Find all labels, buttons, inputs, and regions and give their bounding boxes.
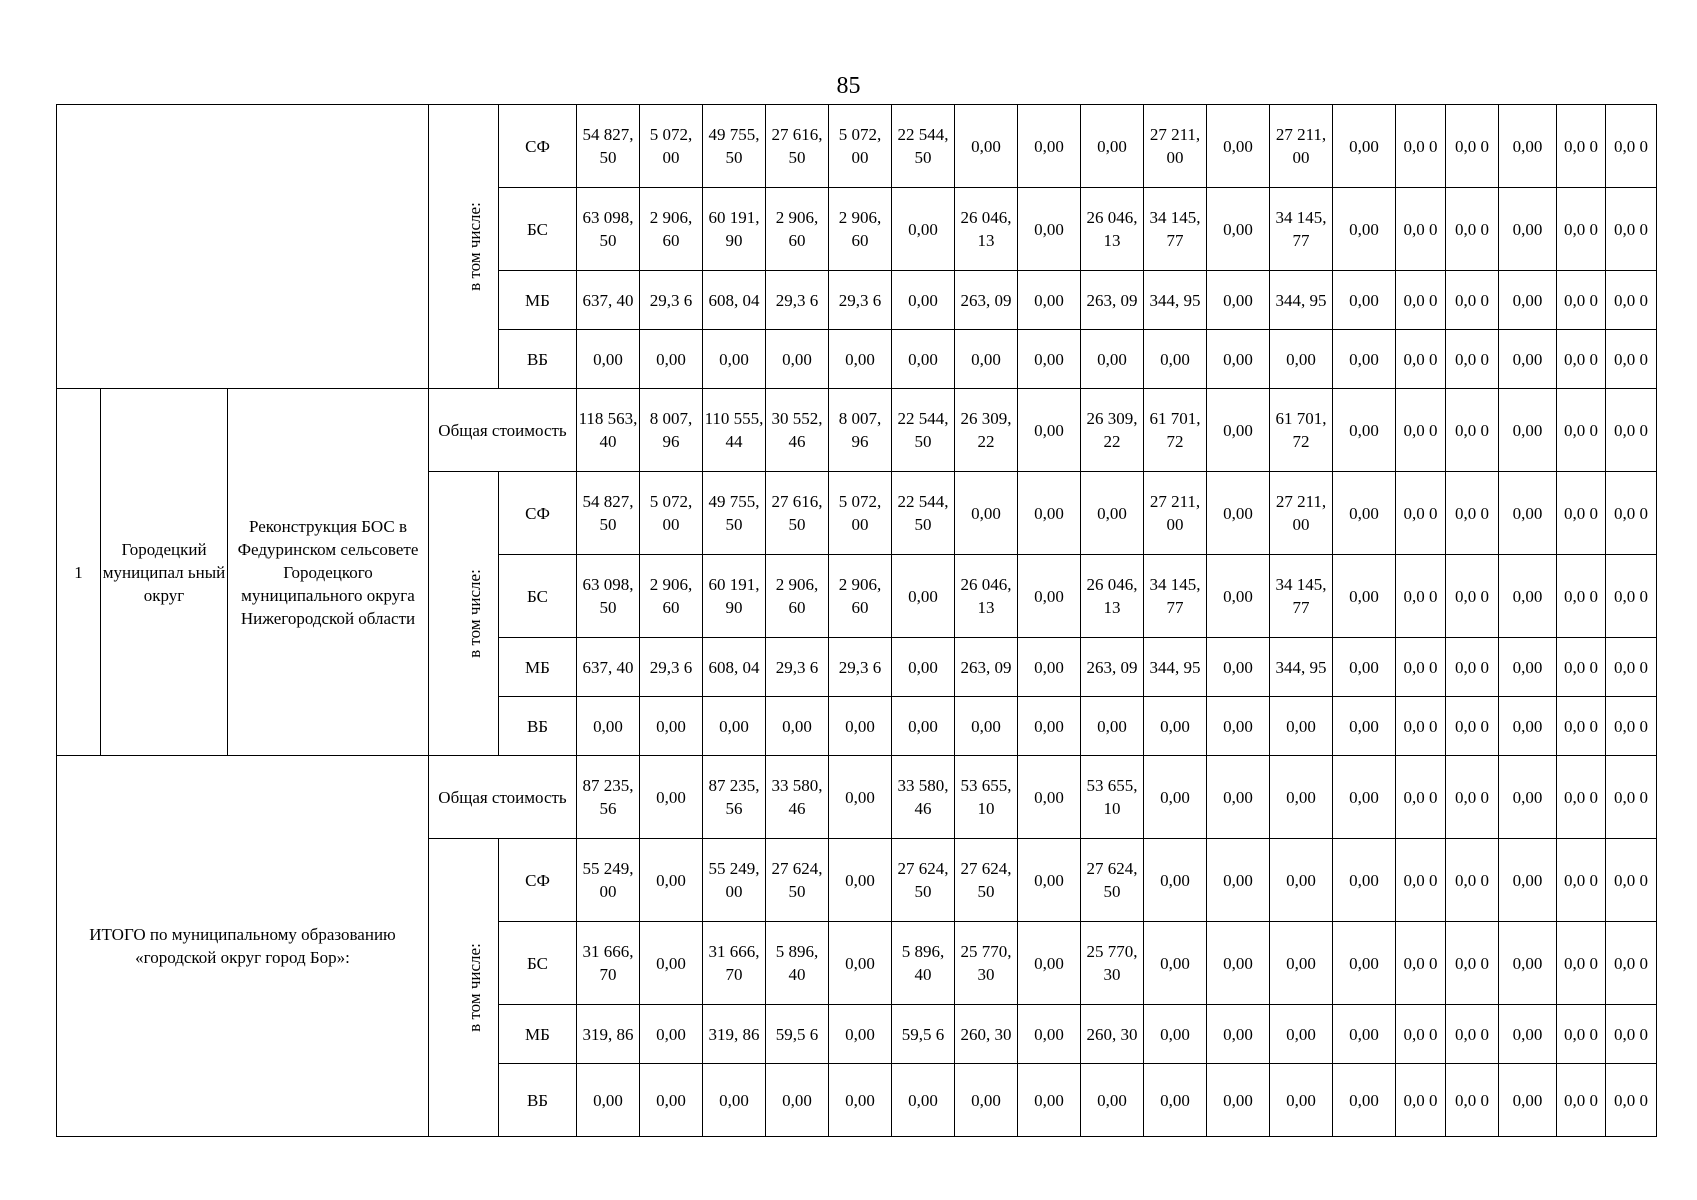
value-cell: 54 827, 50: [577, 105, 640, 188]
value-cell: 27 616, 50: [766, 105, 829, 188]
value-cell: 49 755, 50: [703, 105, 766, 188]
value-cell: 29,3 6: [829, 271, 892, 330]
value-cell: 0,0 0: [1446, 922, 1499, 1005]
value-cell: 31 666, 70: [577, 922, 640, 1005]
fund-label: СФ: [499, 472, 577, 555]
value-cell: 27 211, 00: [1144, 105, 1207, 188]
value-cell: 0,00: [1499, 1005, 1557, 1064]
value-cell: 0,00: [829, 839, 892, 922]
value-cell: 0,0 0: [1396, 555, 1446, 638]
value-cell: 0,0 0: [1557, 188, 1606, 271]
incl-label: в том числе:: [464, 943, 484, 1032]
value-cell: 0,0 0: [1557, 922, 1606, 1005]
value-cell: 27 624, 50: [892, 839, 955, 922]
value-cell: 8 007, 96: [829, 389, 892, 472]
value-cell: 0,00: [955, 472, 1018, 555]
value-cell: 0,00: [640, 330, 703, 389]
value-cell: 0,00: [1018, 555, 1081, 638]
value-cell: 0,0 0: [1557, 555, 1606, 638]
value-cell: 0,00: [1333, 188, 1396, 271]
value-cell: 0,00: [766, 697, 829, 756]
value-cell: 29,3 6: [766, 271, 829, 330]
value-cell: 0,00: [1018, 1064, 1081, 1137]
value-cell: 0,00: [1499, 389, 1557, 472]
value-cell: 0,00: [1018, 330, 1081, 389]
value-cell: 0,00: [1499, 1064, 1557, 1137]
value-cell: 0,0 0: [1606, 330, 1657, 389]
value-cell: 0,0 0: [1557, 756, 1606, 839]
value-cell: 263, 09: [1081, 271, 1144, 330]
value-cell: 0,00: [1018, 756, 1081, 839]
value-cell: 0,00: [1018, 839, 1081, 922]
value-cell: 0,0 0: [1446, 1005, 1499, 1064]
value-cell: 27 616, 50: [766, 472, 829, 555]
value-cell: 0,00: [1499, 839, 1557, 922]
value-cell: 0,0 0: [1396, 472, 1446, 555]
value-cell: 0,00: [955, 697, 1018, 756]
value-cell: 0,00: [1499, 472, 1557, 555]
value-cell: 0,0 0: [1606, 1064, 1657, 1137]
value-cell: 0,00: [640, 1064, 703, 1137]
value-cell: 0,0 0: [1396, 839, 1446, 922]
value-cell: 0,00: [1144, 839, 1207, 922]
value-cell: 0,0 0: [1557, 638, 1606, 697]
value-cell: 0,00: [640, 1005, 703, 1064]
value-cell: 0,00: [1207, 1005, 1270, 1064]
value-cell: 34 145, 77: [1270, 188, 1333, 271]
value-cell: 0,00: [1270, 697, 1333, 756]
value-cell: 0,00: [1081, 1064, 1144, 1137]
value-cell: 0,00: [1207, 839, 1270, 922]
value-cell: 608, 04: [703, 638, 766, 697]
value-cell: 0,0 0: [1557, 330, 1606, 389]
value-cell: 0,00: [955, 105, 1018, 188]
value-cell: 63 098, 50: [577, 555, 640, 638]
value-cell: 110 555, 44: [703, 389, 766, 472]
value-cell: 0,00: [1333, 638, 1396, 697]
value-cell: 260, 30: [955, 1005, 1018, 1064]
value-cell: 0,00: [703, 330, 766, 389]
value-cell: 0,0 0: [1446, 105, 1499, 188]
value-cell: 344, 95: [1270, 271, 1333, 330]
value-cell: 0,00: [1018, 188, 1081, 271]
value-cell: 2 906, 60: [766, 555, 829, 638]
value-cell: 0,0 0: [1606, 1005, 1657, 1064]
value-cell: 5 072, 00: [640, 105, 703, 188]
value-cell: 0,0 0: [1606, 697, 1657, 756]
value-cell: 0,0 0: [1446, 389, 1499, 472]
value-cell: 0,00: [955, 1064, 1018, 1137]
value-cell: 0,0 0: [1396, 697, 1446, 756]
value-cell: 263, 09: [955, 271, 1018, 330]
value-cell: 0,00: [1270, 839, 1333, 922]
value-cell: 27 211, 00: [1144, 472, 1207, 555]
value-cell: 0,00: [1333, 105, 1396, 188]
value-cell: 637, 40: [577, 638, 640, 697]
value-cell: 0,00: [1207, 697, 1270, 756]
fund-label: СФ: [499, 839, 577, 922]
value-cell: 0,00: [1207, 330, 1270, 389]
value-cell: 0,0 0: [1396, 922, 1446, 1005]
value-cell: 0,00: [766, 1064, 829, 1137]
value-cell: 5 896, 40: [766, 922, 829, 1005]
value-cell: 0,00: [1499, 188, 1557, 271]
value-cell: 0,0 0: [1446, 839, 1499, 922]
value-cell: 5 072, 00: [829, 105, 892, 188]
incl-label: в том числе:: [464, 569, 484, 658]
incl-label: в том числе:: [464, 202, 484, 291]
value-cell: 2 906, 60: [640, 555, 703, 638]
value-cell: 0,00: [829, 697, 892, 756]
value-cell: 33 580, 46: [766, 756, 829, 839]
value-cell: 0,00: [1499, 697, 1557, 756]
value-cell: 0,00: [1333, 472, 1396, 555]
value-cell: 0,00: [640, 839, 703, 922]
value-cell: 0,0 0: [1396, 1005, 1446, 1064]
value-cell: 55 249, 00: [703, 839, 766, 922]
value-cell: 0,0 0: [1557, 389, 1606, 472]
fund-label: ВБ: [499, 330, 577, 389]
value-cell: 0,00: [1207, 1064, 1270, 1137]
value-cell: 0,00: [892, 638, 955, 697]
value-cell: 22 544, 50: [892, 472, 955, 555]
value-cell: 608, 04: [703, 271, 766, 330]
value-cell: 0,00: [577, 330, 640, 389]
value-cell: 0,00: [703, 1064, 766, 1137]
value-cell: 5 072, 00: [640, 472, 703, 555]
fund-label: МБ: [499, 638, 577, 697]
value-cell: 0,0 0: [1396, 105, 1446, 188]
fund-label: МБ: [499, 1005, 577, 1064]
value-cell: 26 309, 22: [955, 389, 1018, 472]
value-cell: 0,00: [892, 271, 955, 330]
value-cell: 27 211, 00: [1270, 105, 1333, 188]
value-cell: 0,0 0: [1557, 472, 1606, 555]
value-cell: 0,00: [892, 1064, 955, 1137]
value-cell: 34 145, 77: [1144, 188, 1207, 271]
fund-label: БС: [499, 555, 577, 638]
value-cell: 27 624, 50: [1081, 839, 1144, 922]
value-cell: 31 666, 70: [703, 922, 766, 1005]
value-cell: 0,00: [1270, 922, 1333, 1005]
value-cell: 0,0 0: [1396, 271, 1446, 330]
project-name: Реконструкция БОС в Федуринском сельсовете Городецкого муниципального округа Нижегородской области: [228, 389, 429, 756]
value-cell: 0,00: [829, 1064, 892, 1137]
value-cell: 0,00: [829, 330, 892, 389]
value-cell: 29,3 6: [640, 638, 703, 697]
value-cell: 27 211, 00: [1270, 472, 1333, 555]
value-cell: 0,00: [1333, 330, 1396, 389]
value-cell: 0,00: [1207, 756, 1270, 839]
value-cell: 26 309, 22: [1081, 389, 1144, 472]
value-cell: 26 046, 13: [955, 188, 1018, 271]
value-cell: 53 655, 10: [955, 756, 1018, 839]
value-cell: 319, 86: [703, 1005, 766, 1064]
value-cell: 61 701, 72: [1270, 389, 1333, 472]
value-cell: 0,0 0: [1396, 1064, 1446, 1137]
value-cell: 0,00: [1333, 839, 1396, 922]
value-cell: 0,0 0: [1446, 638, 1499, 697]
value-cell: 5 896, 40: [892, 922, 955, 1005]
value-cell: 263, 09: [1081, 638, 1144, 697]
value-cell: 0,00: [1333, 1005, 1396, 1064]
value-cell: 49 755, 50: [703, 472, 766, 555]
value-cell: 87 235, 56: [703, 756, 766, 839]
page-number: 85: [836, 73, 861, 99]
value-cell: 0,0 0: [1606, 389, 1657, 472]
value-cell: 0,00: [892, 555, 955, 638]
table-row: [57, 756, 1657, 839]
value-cell: 0,00: [1081, 697, 1144, 756]
value-cell: 0,0 0: [1606, 188, 1657, 271]
value-cell: 29,3 6: [640, 271, 703, 330]
value-cell: 8 007, 96: [640, 389, 703, 472]
value-cell: 319, 86: [577, 1005, 640, 1064]
value-cell: 260, 30: [1081, 1005, 1144, 1064]
value-cell: 25 770, 30: [1081, 922, 1144, 1005]
value-cell: 0,0 0: [1396, 756, 1446, 839]
value-cell: 0,00: [1207, 472, 1270, 555]
value-cell: 0,0 0: [1606, 839, 1657, 922]
value-cell: 26 046, 13: [1081, 555, 1144, 638]
value-cell: 0,00: [766, 330, 829, 389]
value-cell: 0,00: [1333, 922, 1396, 1005]
value-cell: 0,0 0: [1396, 188, 1446, 271]
value-cell: 0,0 0: [1396, 389, 1446, 472]
value-cell: 0,00: [1144, 1064, 1207, 1137]
district-name: Городецкий муниципал ьный округ: [101, 389, 228, 756]
value-cell: 26 046, 13: [955, 555, 1018, 638]
fund-label: ВБ: [499, 697, 577, 756]
fund-label: СФ: [499, 105, 577, 188]
continuation-blank-cell: [57, 105, 429, 389]
value-cell: 0,00: [640, 922, 703, 1005]
value-cell: 0,0 0: [1396, 330, 1446, 389]
value-cell: 0,0 0: [1446, 330, 1499, 389]
value-cell: 2 906, 60: [640, 188, 703, 271]
table-row: [57, 105, 1657, 188]
row-number: 1: [57, 389, 101, 756]
value-cell: 0,0 0: [1606, 271, 1657, 330]
value-cell: 0,00: [1018, 638, 1081, 697]
value-cell: 0,00: [703, 697, 766, 756]
itogo-label: ИТОГО по муниципальному образованию «городской округ город Бор»:: [57, 756, 429, 1137]
value-cell: 0,00: [829, 1005, 892, 1064]
value-cell: 0,00: [1018, 472, 1081, 555]
value-cell: 0,00: [1270, 1064, 1333, 1137]
value-cell: 0,0 0: [1557, 839, 1606, 922]
value-cell: 0,00: [1499, 105, 1557, 188]
value-cell: 0,00: [1270, 756, 1333, 839]
value-cell: 0,0 0: [1446, 555, 1499, 638]
value-cell: 5 072, 00: [829, 472, 892, 555]
table-body: [57, 105, 1657, 1137]
value-cell: 0,00: [1207, 638, 1270, 697]
value-cell: 2 906, 60: [829, 188, 892, 271]
value-cell: 0,0 0: [1606, 105, 1657, 188]
value-cell: 0,00: [1081, 330, 1144, 389]
fund-label: ВБ: [499, 1064, 577, 1137]
value-cell: 0,00: [1499, 756, 1557, 839]
value-cell: 0,0 0: [1606, 922, 1657, 1005]
fund-label: БС: [499, 922, 577, 1005]
value-cell: 0,0 0: [1557, 697, 1606, 756]
value-cell: 0,00: [1018, 697, 1081, 756]
value-cell: 0,0 0: [1446, 271, 1499, 330]
value-cell: 0,00: [1018, 922, 1081, 1005]
value-cell: 0,00: [829, 756, 892, 839]
value-cell: 0,00: [955, 330, 1018, 389]
incl-label-cell: [429, 839, 499, 1137]
value-cell: 34 145, 77: [1270, 555, 1333, 638]
value-cell: 0,0 0: [1606, 756, 1657, 839]
value-cell: 25 770, 30: [955, 922, 1018, 1005]
value-cell: 0,00: [640, 697, 703, 756]
value-cell: 87 235, 56: [577, 756, 640, 839]
value-cell: 0,00: [577, 697, 640, 756]
value-cell: 0,0 0: [1446, 697, 1499, 756]
value-cell: 344, 95: [1270, 638, 1333, 697]
value-cell: 0,00: [892, 330, 955, 389]
value-cell: 0,00: [1499, 922, 1557, 1005]
value-cell: 0,00: [1499, 555, 1557, 638]
value-cell: 0,00: [1207, 922, 1270, 1005]
value-cell: 0,0 0: [1606, 472, 1657, 555]
value-cell: 0,00: [640, 756, 703, 839]
value-cell: 0,0 0: [1557, 271, 1606, 330]
value-cell: 63 098, 50: [577, 188, 640, 271]
incl-label-cell: [429, 472, 499, 756]
value-cell: 0,00: [1144, 1005, 1207, 1064]
value-cell: 0,00: [1207, 271, 1270, 330]
value-cell: 0,0 0: [1446, 188, 1499, 271]
value-cell: 0,00: [1333, 389, 1396, 472]
table-row: [57, 389, 1657, 472]
value-cell: 0,00: [1333, 756, 1396, 839]
value-cell: 54 827, 50: [577, 472, 640, 555]
value-cell: 26 046, 13: [1081, 188, 1144, 271]
value-cell: 0,00: [1207, 105, 1270, 188]
value-cell: 0,0 0: [1557, 1005, 1606, 1064]
value-cell: 2 906, 60: [766, 188, 829, 271]
fund-label: БС: [499, 188, 577, 271]
value-cell: 59,5 6: [892, 1005, 955, 1064]
value-cell: 22 544, 50: [892, 105, 955, 188]
value-cell: 27 624, 50: [955, 839, 1018, 922]
value-cell: 2 906, 60: [829, 555, 892, 638]
value-cell: 0,00: [1018, 271, 1081, 330]
value-cell: 0,00: [1207, 555, 1270, 638]
value-cell: 0,00: [1144, 330, 1207, 389]
value-cell: 0,00: [1018, 389, 1081, 472]
value-cell: 55 249, 00: [577, 839, 640, 922]
value-cell: 0,0 0: [1446, 756, 1499, 839]
value-cell: 0,00: [1333, 271, 1396, 330]
value-cell: 0,00: [1207, 389, 1270, 472]
value-cell: 30 552, 46: [766, 389, 829, 472]
value-cell: 0,00: [892, 697, 955, 756]
value-cell: 60 191, 90: [703, 555, 766, 638]
value-cell: 29,3 6: [766, 638, 829, 697]
value-cell: 0,00: [1144, 697, 1207, 756]
value-cell: 0,00: [1018, 105, 1081, 188]
value-cell: 0,00: [1207, 188, 1270, 271]
value-cell: 33 580, 46: [892, 756, 955, 839]
value-cell: 0,0 0: [1606, 638, 1657, 697]
value-cell: 0,00: [1333, 697, 1396, 756]
value-cell: 0,00: [577, 1064, 640, 1137]
value-cell: 0,0 0: [1446, 472, 1499, 555]
value-cell: 0,00: [1018, 1005, 1081, 1064]
value-cell: 0,00: [829, 922, 892, 1005]
value-cell: 0,0 0: [1396, 638, 1446, 697]
value-cell: 344, 95: [1144, 271, 1207, 330]
value-cell: 0,00: [892, 188, 955, 271]
value-cell: 0,0 0: [1557, 105, 1606, 188]
value-cell: 0,00: [1333, 1064, 1396, 1137]
value-cell: 0,00: [1081, 105, 1144, 188]
value-cell: 0,0 0: [1557, 1064, 1606, 1137]
total-cost-label: Общая стоимость: [429, 756, 577, 839]
value-cell: 34 145, 77: [1144, 555, 1207, 638]
value-cell: 0,00: [1270, 330, 1333, 389]
value-cell: 0,00: [1144, 756, 1207, 839]
value-cell: 263, 09: [955, 638, 1018, 697]
budget-table: [56, 104, 1657, 1137]
value-cell: 344, 95: [1144, 638, 1207, 697]
incl-label-cell: [429, 105, 499, 389]
value-cell: 29,3 6: [829, 638, 892, 697]
value-cell: 27 624, 50: [766, 839, 829, 922]
value-cell: 0,0 0: [1606, 555, 1657, 638]
value-cell: 118 563, 40: [577, 389, 640, 472]
value-cell: 0,00: [1333, 555, 1396, 638]
value-cell: 0,00: [1144, 922, 1207, 1005]
value-cell: 53 655, 10: [1081, 756, 1144, 839]
value-cell: 0,00: [1499, 330, 1557, 389]
value-cell: 637, 40: [577, 271, 640, 330]
value-cell: 0,00: [1270, 1005, 1333, 1064]
value-cell: 60 191, 90: [703, 188, 766, 271]
value-cell: 0,00: [1081, 472, 1144, 555]
value-cell: 61 701, 72: [1144, 389, 1207, 472]
value-cell: 22 544, 50: [892, 389, 955, 472]
value-cell: 59,5 6: [766, 1005, 829, 1064]
value-cell: 0,00: [1499, 271, 1557, 330]
fund-label: МБ: [499, 271, 577, 330]
value-cell: 0,0 0: [1446, 1064, 1499, 1137]
value-cell: 0,00: [1499, 638, 1557, 697]
total-cost-label: Общая стоимость: [429, 389, 577, 472]
